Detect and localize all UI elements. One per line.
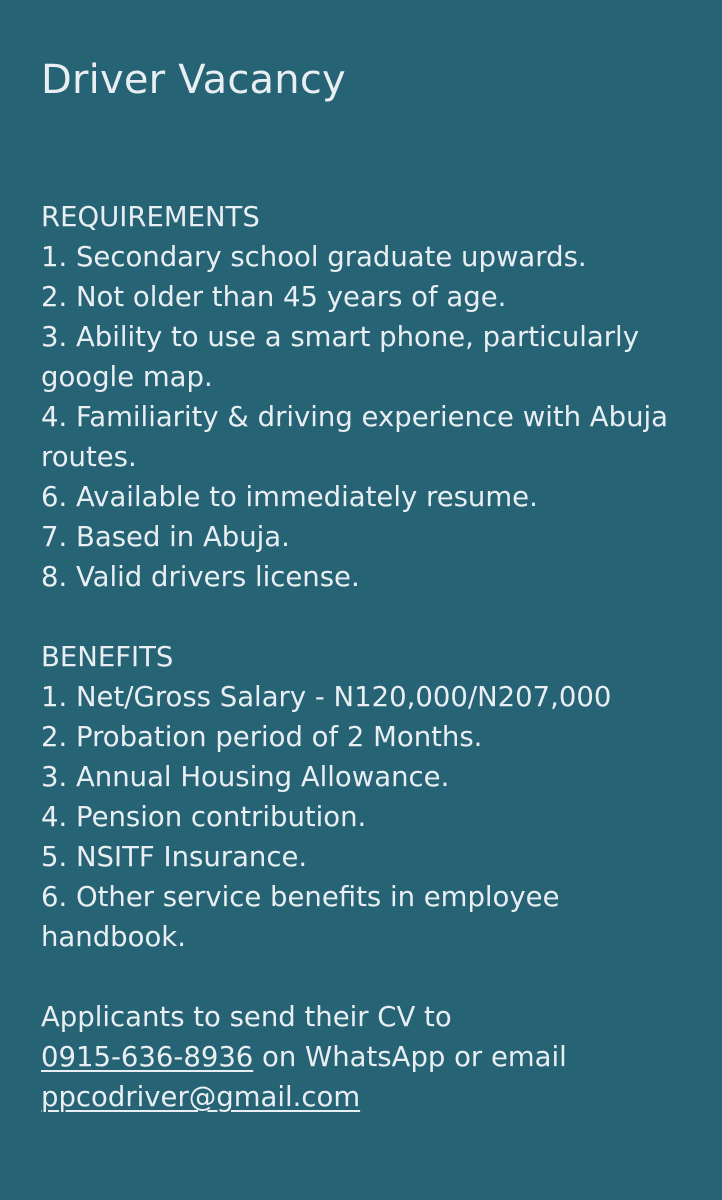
benefit-item: 5. NSITF Insurance. <box>41 841 308 873</box>
benefit-item: 6. Other service benefits in employee handbook. <box>41 881 560 953</box>
requirement-item: 2. Not older than 45 years of age. <box>41 281 507 313</box>
benefits-heading: BENEFITS <box>41 641 174 673</box>
contact-middle-text: on WhatsApp or email <box>253 1041 567 1073</box>
section-spacer <box>41 957 691 997</box>
vacancy-body <box>41 197 691 1117</box>
email-link[interactable]: ppcodriver@gmail.com <box>41 1081 361 1113</box>
section-spacer <box>41 597 691 637</box>
contact-line <box>41 1037 691 1077</box>
benefit-item: 3. Annual Housing Allowance. <box>41 761 450 793</box>
requirement-item: 7. Based in Abuja. <box>41 521 290 553</box>
benefit-item: 2. Probation period of 2 Months. <box>41 721 483 753</box>
phone-link[interactable]: 0915-636-8936 <box>41 1041 254 1073</box>
requirement-item: 8. Valid drivers license. <box>41 561 360 593</box>
contact-email-line <box>41 1077 691 1117</box>
requirement-item: 6. Available to immediately resume. <box>41 481 538 513</box>
requirement-item: 1. Secondary school graduate upwards. <box>41 241 587 273</box>
requirements-heading: REQUIREMENTS <box>41 201 260 233</box>
contact-intro: Applicants to send their CV to <box>41 1001 452 1033</box>
benefit-item: 4. Pension contribution. <box>41 801 367 833</box>
requirement-item: 3. Ability to use a smart phone, particularly google map. <box>41 321 639 393</box>
benefit-item: 1. Net/Gross Salary - N120,000/N207,000 <box>41 681 612 713</box>
requirement-item: 4. Familiarity & driving experience with Abuja routes. <box>41 401 668 473</box>
page-title: Driver Vacancy <box>41 57 346 103</box>
